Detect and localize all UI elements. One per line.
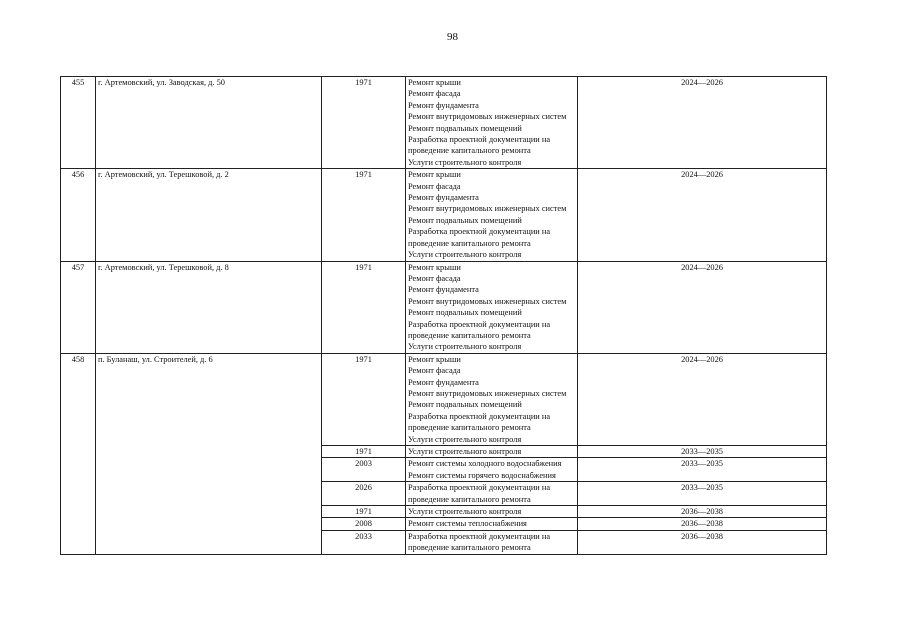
year-cell: 1971 <box>322 353 406 445</box>
work-item: Ремонт подвальных помещений <box>408 215 522 225</box>
works-cell <box>406 261 578 353</box>
year-cell: 1971 <box>322 446 406 458</box>
row-number: 457 <box>61 261 96 353</box>
row-number: 456 <box>61 169 96 261</box>
work-item: проведение капитального ремонта <box>408 330 531 340</box>
work-item: Ремонт подвальных помещений <box>408 123 522 133</box>
works-cell <box>406 506 578 518</box>
work-item: Разработка проектной документации на <box>408 411 551 421</box>
work-item: Ремонт внутридомовых инженерных систем <box>408 112 567 122</box>
year-cell: 2003 <box>322 458 406 482</box>
works-cell <box>406 446 578 458</box>
works-cell <box>406 518 578 530</box>
year-cell: 1971 <box>322 506 406 518</box>
work-item: Ремонт фундамента <box>408 193 479 203</box>
row-number: 455 <box>61 77 96 169</box>
table-row <box>61 353 827 445</box>
work-item: Услуги строительного контроля <box>408 250 522 260</box>
table-row <box>61 169 827 261</box>
period-cell: 2024—2026 <box>578 169 827 261</box>
period-cell: 2033—2035 <box>578 482 827 506</box>
works-cell <box>406 169 578 261</box>
work-item: Разработка проектной документации на <box>408 135 551 145</box>
work-item: Ремонт внутридомовых инженерных систем <box>408 296 567 306</box>
table-row <box>61 261 827 353</box>
building-address: г. Артемовский, ул. Терешковой, д. 8 <box>96 261 322 353</box>
work-item: Ремонт крыши <box>408 262 461 272</box>
work-item: проведение капитального ремонта <box>408 146 531 156</box>
work-item: проведение капитального ремонта <box>408 543 531 553</box>
work-item: Разработка проектной документации на <box>408 531 551 541</box>
work-item: Ремонт фасада <box>408 89 461 99</box>
row-number: 458 <box>61 353 96 554</box>
works-cell <box>406 458 578 482</box>
work-item: Ремонт внутридомовых инженерных систем <box>408 204 567 214</box>
works-cell <box>406 77 578 169</box>
period-cell: 2036—2038 <box>578 506 827 518</box>
works-cell <box>406 530 578 554</box>
page-number: 98 <box>447 31 458 43</box>
year-cell: 1971 <box>322 261 406 353</box>
work-item: Ремонт внутридомовых инженерных систем <box>408 388 567 398</box>
work-item: проведение капитального ремонта <box>408 423 531 433</box>
work-item: Разработка проектной документации на <box>408 319 551 329</box>
work-item: Ремонт фундамента <box>408 100 479 110</box>
work-item: Ремонт подвальных помещений <box>408 400 522 410</box>
work-item: Ремонт фундамента <box>408 285 479 295</box>
works-cell <box>406 353 578 445</box>
work-item: проведение капитального ремонта <box>408 238 531 248</box>
building-address: г. Артемовский, ул. Заводская, д. 50 <box>96 77 322 169</box>
work-item: Услуги строительного контроля <box>408 434 522 444</box>
year-cell: 2033 <box>322 530 406 554</box>
work-item: Ремонт крыши <box>408 78 461 87</box>
work-item: Ремонт фасада <box>408 366 461 376</box>
work-item: Услуги строительного контроля <box>408 447 522 456</box>
work-item: Ремонт крыши <box>408 170 461 180</box>
building-address: г. Артемовский, ул. Терешковой, д. 2 <box>96 169 322 261</box>
period-cell: 2024—2026 <box>578 77 827 169</box>
period-cell: 2024—2026 <box>578 261 827 353</box>
work-item: Разработка проектной документации на <box>408 483 551 493</box>
work-item: Ремонт фасада <box>408 181 461 191</box>
period-cell: 2033—2035 <box>578 446 827 458</box>
table-body <box>61 77 827 555</box>
works-cell <box>406 482 578 506</box>
year-cell: 1971 <box>322 169 406 261</box>
repair-schedule-table <box>60 76 827 555</box>
table-row <box>61 77 827 169</box>
period-cell: 2033—2035 <box>578 458 827 482</box>
work-item: Ремонт фундамента <box>408 377 479 387</box>
period-cell: 2036—2038 <box>578 530 827 554</box>
year-cell: 2026 <box>322 482 406 506</box>
work-item: Услуги строительного контроля <box>408 342 522 352</box>
year-cell: 2008 <box>322 518 406 530</box>
work-item: Ремонт системы горячего водоснабжения <box>408 470 556 480</box>
work-item: Ремонт системы холодного водоснабжения <box>408 459 562 469</box>
work-item: Разработка проектной документации на <box>408 227 551 237</box>
year-cell: 1971 <box>322 77 406 169</box>
work-item: проведение капитального ремонта <box>408 494 531 504</box>
work-item: Услуги строительного контроля <box>408 507 522 517</box>
work-item: Ремонт крыши <box>408 354 461 364</box>
period-cell: 2036—2038 <box>578 518 827 530</box>
work-item: Услуги строительного контроля <box>408 157 522 167</box>
work-item: Ремонт подвальных помещений <box>408 308 522 318</box>
work-item: Ремонт фасада <box>408 273 461 283</box>
work-item: Ремонт системы теплоснабжения <box>408 519 527 529</box>
period-cell: 2024—2026 <box>578 353 827 445</box>
building-address: п. Буланаш, ул. Строителей, д. 6 <box>96 353 322 554</box>
